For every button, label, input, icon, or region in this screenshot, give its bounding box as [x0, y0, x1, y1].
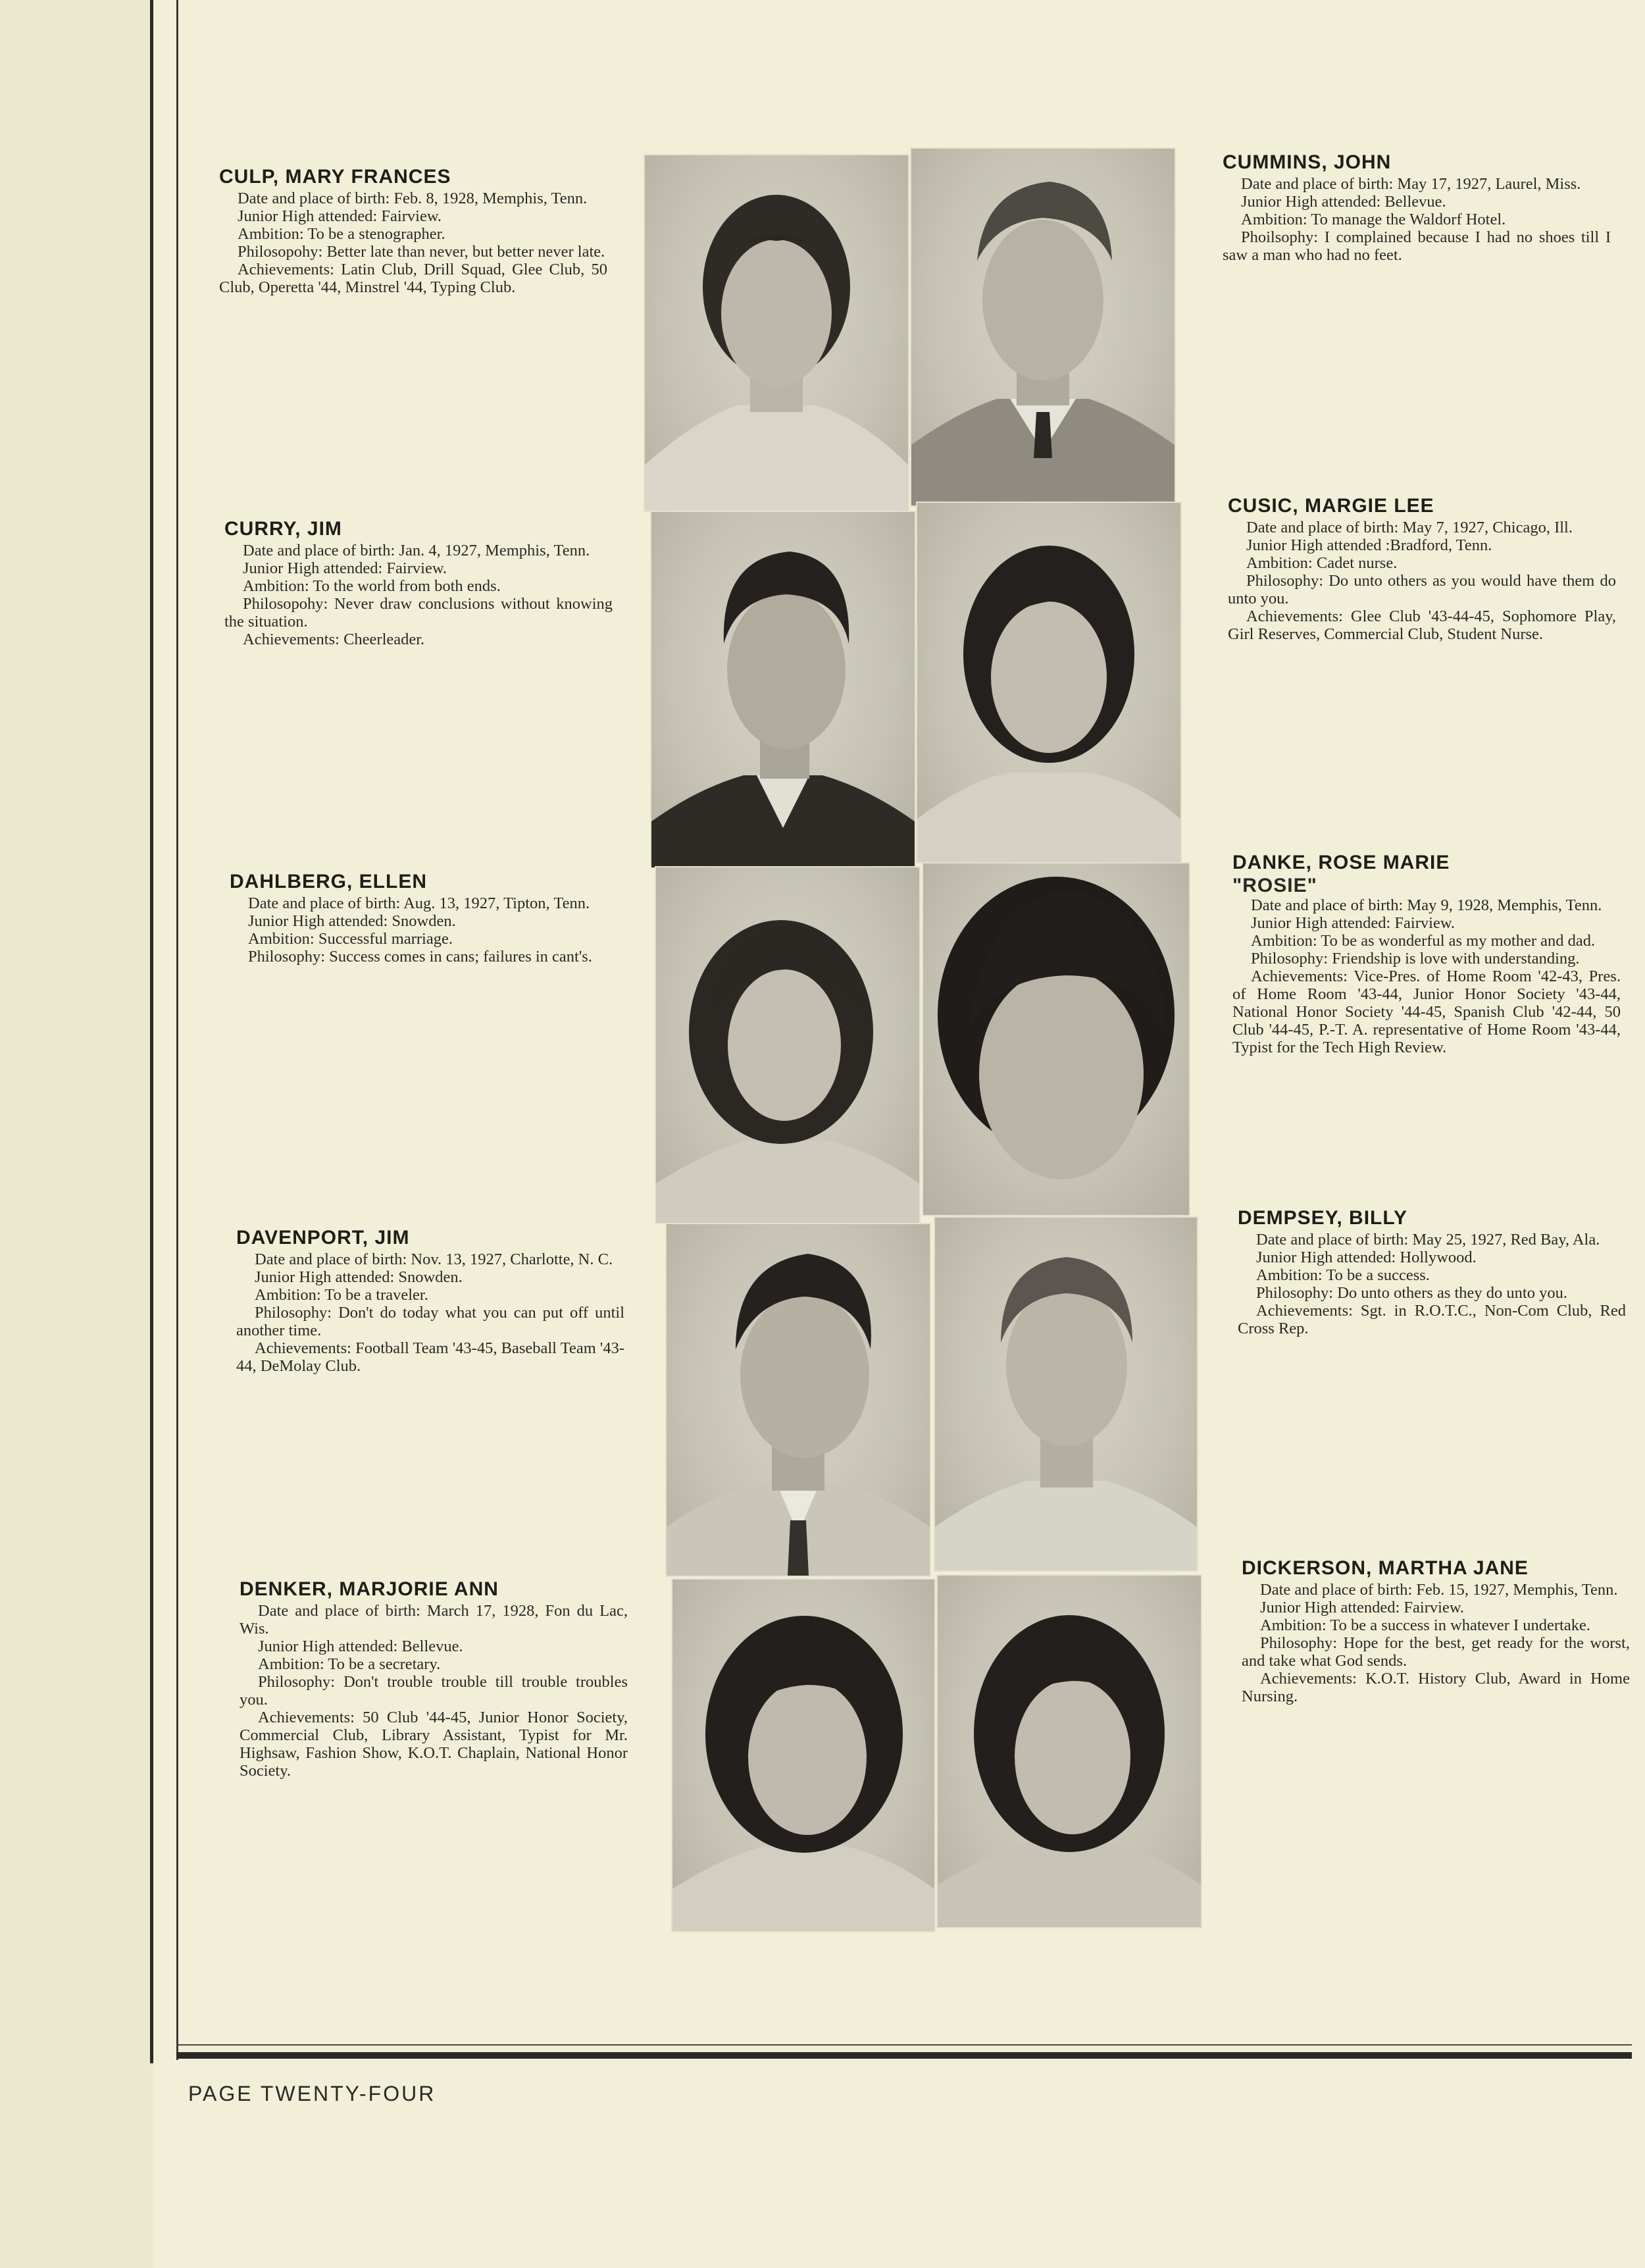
- student-name: CURRY, JIM: [224, 518, 342, 540]
- philosophy: Philosophy: Success comes in cans; failures in cant's.: [248, 948, 592, 966]
- philosophy: Philosophy: Don't trouble trouble till trouble troubles you.: [240, 1673, 628, 1709]
- portrait-photo-cummins: [910, 147, 1176, 507]
- philosophy: Philosophy: Hope for the best, get ready for the worst, and take what God sends.: [1242, 1634, 1630, 1670]
- birth-info: Date and place of birth: May 17, 1927, Laurel, Miss.: [1241, 175, 1581, 193]
- senior-entry-davenport: [236, 1227, 624, 1375]
- philosophy: Phoilsophy: I complained because I had no shoes till I saw a man who had no feet.: [1223, 228, 1611, 264]
- birth-info: Date and place of birth: Aug. 13, 1927, Tipton, Tenn.: [248, 894, 590, 912]
- portrait-photo-denker: [671, 1578, 936, 1932]
- portrait-photo-dickerson: [936, 1574, 1202, 1928]
- junior-high: Junior High attended: Fairview.: [1251, 914, 1455, 932]
- birth-info: Date and place of birth: Feb. 8, 1928, Memphis, Tenn.: [238, 190, 588, 207]
- student-name: DAVENPORT, JIM: [236, 1227, 410, 1249]
- senior-entry-cusic: [1228, 495, 1616, 643]
- student-name: DENKER, MARJORIE ANN: [240, 1578, 499, 1600]
- achievements: Achievements: 50 Club '44-45, Junior Honor Society, Commercial Club, Library Assistant, Typist for Mr. Highsaw, Fashion Show, K.O.T. Chaplain, National Honor Society.: [240, 1709, 628, 1780]
- ambition: Ambition: To be a success.: [1256, 1266, 1430, 1284]
- senior-entry-dahlberg: [230, 871, 618, 966]
- senior-entry-dickerson: [1242, 1557, 1630, 1705]
- bottom-rule-thin: [176, 2044, 1632, 2046]
- junior-high: Junior High attended: Fairview.: [1260, 1599, 1465, 1616]
- philosophy: Philosophy: Do unto others as they do unto you.: [1256, 1284, 1567, 1302]
- birth-info: Date and place of birth: May 25, 1927, Red Bay, Ala.: [1256, 1231, 1600, 1249]
- junior-high: Junior High attended :Bradford, Tenn.: [1246, 536, 1492, 554]
- achievements: Achievements: Cheerleader.: [243, 631, 425, 648]
- student-nickname: "ROSIE": [1232, 875, 1317, 896]
- achievements: Achievements: K.O.T. History Club, Award in Home Nursing.: [1242, 1670, 1630, 1705]
- junior-high: Junior High attended: Snowden.: [255, 1268, 463, 1286]
- birth-info: Date and place of birth: Feb. 15, 1927, Memphis, Tenn.: [1260, 1581, 1618, 1599]
- senior-entry-cummins: [1223, 151, 1611, 264]
- student-name: DANKE, ROSE MARIE: [1232, 852, 1450, 873]
- ambition: Ambition: Cadet nurse.: [1246, 554, 1398, 572]
- ambition: Ambition: To be a stenographer.: [238, 225, 445, 243]
- junior-high: Junior High attended: Fairview.: [243, 559, 447, 577]
- achievements: Achievements: Football Team '43-45, Baseball Team '43-44, DeMolay Club.: [236, 1339, 624, 1375]
- portrait-photo-cusic: [916, 502, 1182, 863]
- senior-entry-danke: [1232, 852, 1621, 1056]
- bottom-rule: [176, 2052, 1632, 2059]
- ambition: Ambition: To be a traveler.: [255, 1286, 428, 1304]
- ambition: Ambition: To the world from both ends.: [243, 577, 501, 595]
- philosophy: Philosophy: Friendship is love with understanding.: [1251, 950, 1580, 967]
- senior-entry-dempsey: [1238, 1207, 1626, 1337]
- student-name: CUSIC, MARGIE LEE: [1228, 495, 1434, 517]
- portrait-photo-curry: [650, 511, 916, 869]
- junior-high: Junior High attended: Bellevue.: [258, 1637, 463, 1655]
- birth-info: Date and place of birth: March 17, 1928, Fon du Lac, Wis.: [240, 1602, 628, 1637]
- portrait-photo-davenport: [665, 1223, 931, 1577]
- philosophy: Philosopohy: Never draw conclusions without knowing the situation.: [224, 595, 613, 631]
- page-number-label: PAGE TWENTY-FOUR: [188, 2082, 436, 2105]
- ambition: Ambition: To be a success in whatever I undertake.: [1260, 1616, 1590, 1634]
- portrait-photo-culp: [644, 154, 909, 512]
- ambition: Ambition: To be a secretary.: [258, 1655, 441, 1673]
- senior-entry-denker: [240, 1578, 628, 1780]
- birth-info: Date and place of birth: Nov. 13, 1927, Charlotte, N. C.: [255, 1250, 613, 1268]
- student-name: DEMPSEY, BILLY: [1238, 1207, 1407, 1229]
- student-name: DAHLBERG, ELLEN: [230, 871, 427, 892]
- philosophy: Philosophy: Do unto others as you would have them do unto you.: [1228, 572, 1616, 607]
- portrait-photo-dahlberg: [655, 866, 921, 1224]
- achievements: Achievements: Sgt. in R.O.T.C., Non-Com Club, Red Cross Rep.: [1238, 1302, 1626, 1337]
- achievements: Achievements: Latin Club, Drill Squad, Glee Club, 50 Club, Operetta '44, Minstrel '44, Typing Club.: [219, 261, 607, 296]
- portrait-photo-danke: [922, 862, 1190, 1216]
- junior-high: Junior High attended: Fairview.: [238, 207, 442, 225]
- page-margin: [0, 0, 153, 2268]
- philosophy: Philosophy: Don't do today what you can put off until another time.: [236, 1304, 624, 1339]
- student-name: CULP, MARY FRANCES: [219, 166, 451, 188]
- portrait-photo-dempsey: [934, 1216, 1198, 1572]
- philosophy: Philosopohy: Better late than never, but better never late.: [238, 243, 605, 261]
- senior-entry-culp: [219, 166, 607, 296]
- student-name: CUMMINS, JOHN: [1223, 151, 1392, 173]
- achievements: Achievements: Glee Club '43-44-45, Sophomore Play, Girl Reserves, Commercial Club, Student Nurse.: [1228, 607, 1616, 643]
- achievements: Achievements: Vice-Pres. of Home Room '42-43, Pres. of Home Room '43-44, Junior Honor Society '43-44, National Honor Society '44-45, Spanish Club '42-44, 50 Club '44-45, P.-T. A. representative of Home Room '43-44, Typist for the Tech High Review.: [1232, 967, 1621, 1056]
- birth-info: Date and place of birth: May 7, 1927, Chicago, Ill.: [1246, 519, 1573, 536]
- junior-high: Junior High attended: Snowden.: [248, 912, 456, 930]
- binding-rule: [150, 0, 153, 2063]
- junior-high: Junior High attended: Bellevue.: [1241, 193, 1446, 211]
- student-name: DICKERSON, MARTHA JANE: [1242, 1557, 1529, 1579]
- ambition: Ambition: To manage the Waldorf Hotel.: [1241, 211, 1506, 228]
- junior-high: Junior High attended: Hollywood.: [1256, 1249, 1477, 1266]
- ambition: Ambition: To be as wonderful as my mother and dad.: [1251, 932, 1596, 950]
- ambition: Ambition: Successful marriage.: [248, 930, 453, 948]
- left-border-rule: [176, 0, 178, 2060]
- birth-info: Date and place of birth: May 9, 1928, Memphis, Tenn.: [1251, 896, 1602, 914]
- birth-info: Date and place of birth: Jan. 4, 1927, Memphis, Tenn.: [243, 542, 590, 559]
- senior-entry-curry: [224, 518, 613, 648]
